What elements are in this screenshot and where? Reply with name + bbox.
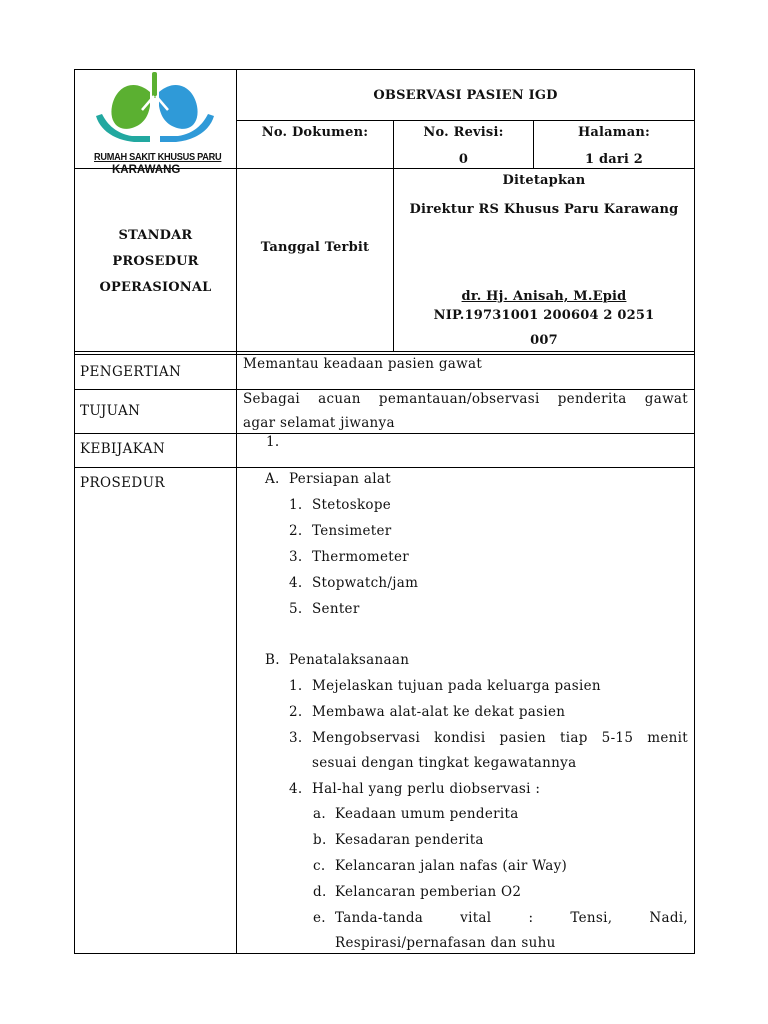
list-item-number: 1. bbox=[289, 678, 303, 694]
approver-nip-cont: 007 bbox=[530, 333, 558, 348]
approver-nip: NIP.19731001 200604 2 0251 bbox=[433, 308, 655, 323]
list-item: Hal-hal yang perlu diobservasi : bbox=[312, 781, 541, 797]
kebijakan-label: KEBIJAKAN bbox=[80, 441, 166, 457]
list-item: Stopwatch/jam bbox=[312, 575, 419, 591]
list-item: Stetoskope bbox=[312, 497, 392, 513]
list-item: Mengobservasi kondisi pasien tiap 5-15 menit bbox=[312, 730, 688, 746]
prosedur-label: PROSEDUR bbox=[80, 475, 165, 491]
list-item: Mejelaskan tujuan pada keluarga pasien bbox=[312, 678, 601, 694]
sub-item-continuation: Respirasi/pernafasan dan suhu bbox=[335, 935, 556, 951]
list-item: Senter bbox=[312, 601, 360, 617]
pengertian-label: PENGERTIAN bbox=[80, 364, 182, 380]
tujuan-text-line2: agar selamat jiwanya bbox=[243, 415, 395, 431]
sub-item-letter: b. bbox=[313, 832, 327, 848]
sub-item: Kesadaran penderita bbox=[335, 832, 484, 848]
lungs-hands-icon bbox=[90, 70, 220, 150]
section-b-marker: B. bbox=[265, 652, 280, 668]
logo-org-name: RUMAH SAKIT KHUSUS PARU bbox=[94, 152, 222, 163]
list-item-number: 1. bbox=[289, 497, 303, 513]
kebijakan-item-1: 1. bbox=[266, 434, 280, 450]
tujuan-text-line1: Sebagai acuan pemantauan/observasi penderita gawat bbox=[243, 391, 688, 407]
section-a-marker: A. bbox=[265, 471, 280, 487]
sub-item: Kelancaran jalan nafas (air Way) bbox=[335, 858, 568, 874]
section-b-title: Penatalaksanaan bbox=[289, 652, 410, 668]
page-label: Halaman: bbox=[577, 125, 651, 140]
list-item: Membawa alat-alat ke dekat pasien bbox=[312, 704, 566, 720]
list-item-number: 3. bbox=[289, 730, 303, 746]
list-item: Tensimeter bbox=[312, 523, 392, 539]
approver-name: dr. Hj. Anisah, M.Epid bbox=[461, 289, 627, 304]
issued-date-label: Tanggal Terbit bbox=[260, 240, 370, 255]
logo-org-city: KARAWANG bbox=[112, 164, 181, 176]
sub-item: Tanda-tanda vital : Tensi, Nadi, bbox=[335, 910, 688, 926]
sub-item: Kelancaran pemberian O2 bbox=[335, 884, 522, 900]
list-item-number: 2. bbox=[289, 523, 303, 539]
tujuan-label: TUJUAN bbox=[80, 403, 141, 419]
hospital-logo bbox=[90, 70, 222, 176]
sub-item-letter: e. bbox=[313, 910, 326, 926]
sop-title-line2: PROSEDUR bbox=[112, 254, 199, 269]
sop-title-line3: OPERASIONAL bbox=[99, 280, 212, 295]
sub-item: Keadaan umum penderita bbox=[335, 806, 519, 822]
sub-item-letter: a. bbox=[313, 806, 326, 822]
sop-title-line1: STANDAR bbox=[118, 228, 193, 243]
sub-item-letter: d. bbox=[313, 884, 327, 900]
list-item-number: 2. bbox=[289, 704, 303, 720]
pengertian-text: Memantau keadaan pasien gawat bbox=[243, 356, 483, 372]
document-number-label: No. Dokumen: bbox=[261, 125, 369, 140]
approver-title: Direktur RS Khusus Paru Karawang bbox=[409, 202, 679, 217]
list-item: Thermometer bbox=[312, 549, 410, 565]
page-value: 1 dari 2 bbox=[584, 152, 644, 167]
list-item-number: 4. bbox=[289, 781, 303, 797]
sub-item-letter: c. bbox=[313, 858, 326, 874]
revision-label: No. Revisi: bbox=[423, 125, 504, 140]
list-item-number: 4. bbox=[289, 575, 303, 591]
document-title: OBSERVASI PASIEN IGD bbox=[373, 88, 558, 103]
list-item-number: 5. bbox=[289, 601, 303, 617]
revision-value: 0 bbox=[458, 152, 469, 167]
section-a-title: Persiapan alat bbox=[289, 471, 391, 487]
approved-label: Ditetapkan bbox=[502, 173, 586, 188]
list-item-continuation: sesuai dengan tingkat kegawatannya bbox=[312, 755, 577, 771]
list-item-number: 3. bbox=[289, 549, 303, 565]
